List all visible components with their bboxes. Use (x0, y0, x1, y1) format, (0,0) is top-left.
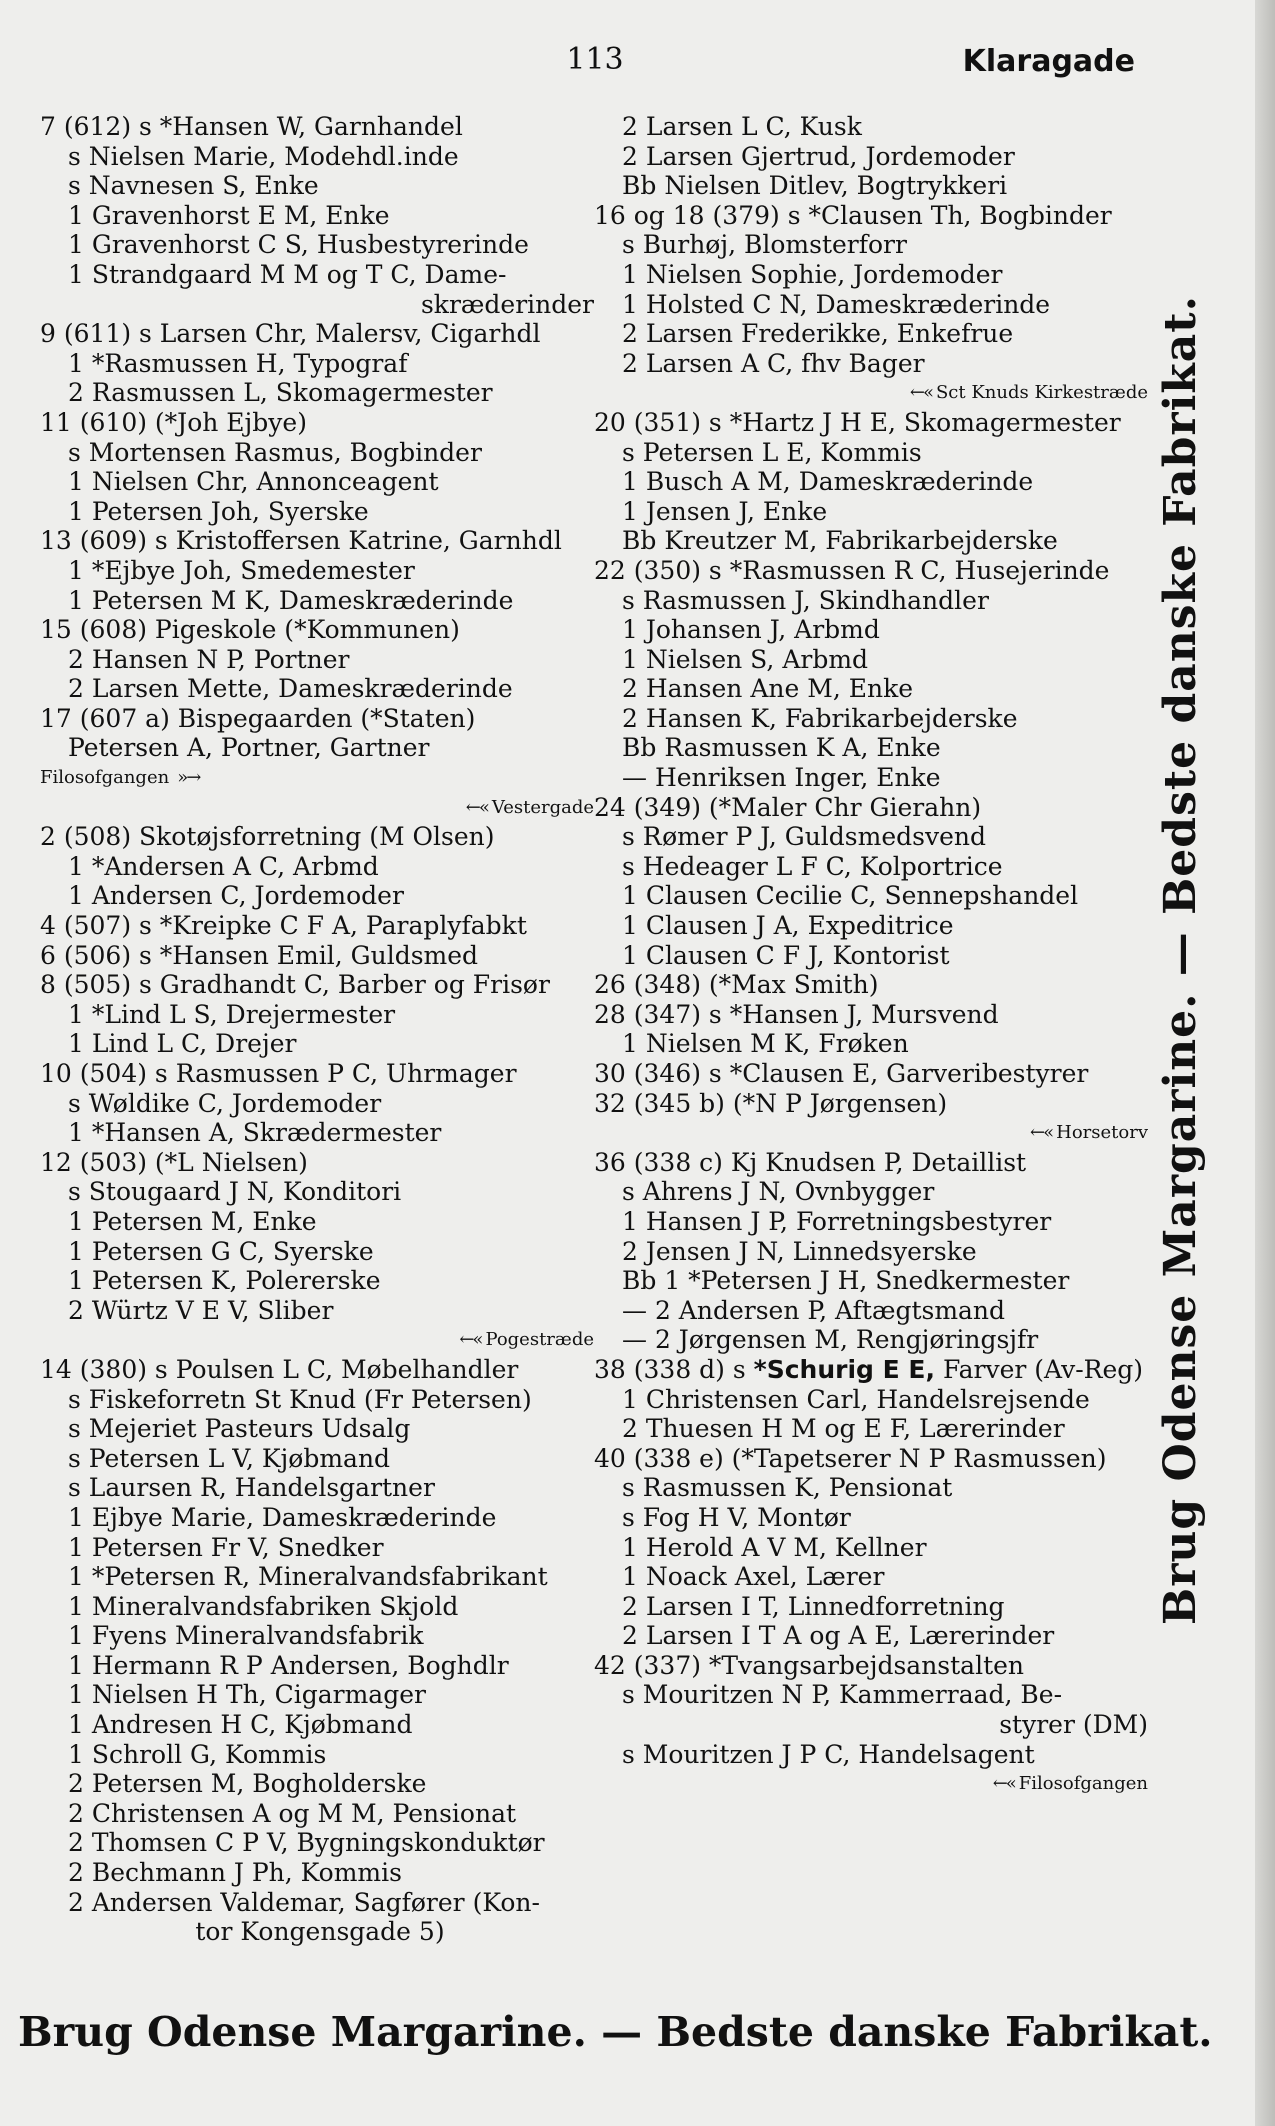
directory-entry (40, 1207, 600, 1237)
entry-text: s Mortensen Rasmus, Bogbinder (68, 437, 482, 467)
directory-entry (594, 911, 1154, 941)
directory-entry (594, 1000, 1154, 1030)
directory-entry (40, 1592, 600, 1622)
directory-entry (40, 1710, 600, 1740)
page-number: 113 (566, 42, 624, 77)
entry-text: 1 *Andersen A C, Arbmd (68, 851, 379, 881)
entry-text: s Petersen L V, Kjøbmand (68, 1443, 391, 1473)
directory-entry (40, 290, 600, 320)
entry-text: 20 (351) s *Hartz J H E, Skomagermester (594, 407, 1121, 437)
entry-text: 1 Petersen M, Enke (68, 1206, 317, 1236)
entry-text: Petersen A, Portner, Gartner (68, 733, 430, 763)
directory-entry (594, 260, 1154, 290)
entry-text: 2 Hansen Ane M, Enke (622, 674, 914, 704)
entry-text-after: Farver (Av-Reg) (935, 1354, 1144, 1384)
entry-text: s Fog H V, Montør (622, 1502, 851, 1532)
directory-entry (594, 171, 1154, 201)
entry-text: 16 og 18 (379) s *Clausen Th, Bogbinder (594, 200, 1112, 230)
entry-text: 9 (611) s Larsen Chr, Malersv, Cigarhdl (40, 319, 541, 349)
left-column (40, 112, 600, 1947)
directory-entry (594, 970, 1154, 1000)
entry-text: 2 Jensen J N, Linnedsyerske (622, 1236, 977, 1266)
entry-text: 2 Petersen M, Bogholderske (68, 1769, 427, 1799)
directory-entry (594, 438, 1154, 468)
arrow-left-icon: ←« (459, 1329, 482, 1351)
entry-text: 42 (337) *Tvangsarbejdsanstalten (594, 1650, 1025, 1680)
entry-text: 11 (610) (*Joh Ejbye) (40, 407, 307, 437)
directory-entry (594, 881, 1154, 911)
directory-entry (40, 881, 600, 911)
street-crossing (594, 378, 1154, 408)
directory-entry (40, 1059, 600, 1089)
entry-text: s Mouritzen N P, Kammerraad, Be- (622, 1680, 1063, 1710)
entry-text: 1 Lind L C, Drejer (68, 1029, 297, 1059)
street-crossing (40, 763, 600, 793)
entry-text: s Mouritzen J P C, Handelsagent (622, 1739, 1035, 1769)
entry-text: 1 Schroll G, Kommis (68, 1739, 327, 1769)
entry-text: 1 Gravenhorst E M, Enke (68, 200, 390, 230)
arrow-left-icon: ←« (1030, 1122, 1053, 1144)
entry-text: 1 Herold A V M, Kellner (622, 1532, 927, 1562)
entry-text: 1 Nielsen M K, Frøken (622, 1029, 909, 1059)
arrow-left-icon: ←« (465, 796, 488, 818)
entry-text: Bb Rasmussen K A, Enke (622, 733, 941, 763)
directory-entry (40, 378, 600, 408)
directory-entry (594, 112, 1154, 142)
arrow-left-icon: ←« (909, 382, 932, 404)
directory-entry (594, 852, 1154, 882)
directory-entry (594, 1473, 1154, 1503)
entry-text: 1 Petersen M K, Dameskræderinde (68, 585, 514, 615)
entry-text: s Navnesen S, Enke (68, 171, 319, 201)
entry-text: 28 (347) s *Hansen J, Mursvend (594, 999, 999, 1029)
entry-text: 2 Larsen I T A og A E, Lærerinder (622, 1621, 1055, 1651)
directory-entry (594, 467, 1154, 497)
entry-text: 2 Andersen Valdemar, Sagfører (Kon- (68, 1887, 540, 1917)
directory-entry (40, 1917, 600, 1947)
entry-text: 38 (338 d) s (594, 1354, 754, 1384)
directory-entry (594, 1680, 1154, 1710)
directory-entry (594, 1414, 1154, 1444)
directory-entry (40, 1296, 600, 1326)
directory-entry (594, 1237, 1154, 1267)
directory-entry (40, 1089, 600, 1119)
entry-text: s Mejeriet Pasteurs Udsalg (68, 1414, 411, 1444)
entry-text: 4 (507) s *Kreipke C F A, Paraplyfabkt (40, 911, 527, 941)
entry-text: 17 (607 a) Bispegaarden (*Staten) (40, 703, 476, 733)
directory-entry (594, 1177, 1154, 1207)
directory-entry (40, 349, 600, 379)
street-crossing (40, 793, 600, 823)
directory-entry (594, 1710, 1154, 1740)
entry-text: 30 (346) s *Clausen E, Garveribestyrer (594, 1059, 1089, 1088)
entry-text: 2 (508) Skotøjsforretning (M Olsen) (40, 822, 495, 852)
entry-text: 2 Bechmann J Ph, Kommis (68, 1858, 402, 1888)
entry-text: 2 Hansen K, Fabrikarbejderske (622, 703, 1018, 733)
directory-entry (594, 290, 1154, 320)
entry-text: 40 (338 e) (*Tapetserer N P Rasmussen) (594, 1443, 1107, 1473)
entry-text: 1 Nielsen H Th, Cigarmager (68, 1680, 426, 1710)
entry-text: 36 (338 c) Kj Knudsen P, Detaillist (594, 1147, 1027, 1177)
entry-text: 1 Christensen Carl, Handelsrejsende (622, 1384, 1090, 1414)
entry-text: s Nielsen Marie, Modehdl.inde (68, 141, 459, 171)
entry-text: Pogestræde (485, 1329, 594, 1351)
entry-text: 1 Hermann R P Andersen, Boghdlr (68, 1650, 509, 1680)
entry-text: 1 Strandgaard M M og T C, Dame- (68, 259, 507, 289)
arrow-left-icon: ←« (992, 1773, 1015, 1795)
directory-entry (40, 230, 600, 260)
entry-text: s Hedeager L F C, Kolportrice (622, 851, 1003, 881)
entry-text: 1 Hansen J P, Forretningsbestyrer (622, 1206, 1052, 1236)
directory-entry (40, 171, 600, 201)
bottom-advertisement: Brug Odense Margarine. — Bedste danske Fabrikat. (18, 2008, 1213, 2056)
entry-text: Bb 1 *Petersen J H, Snedkermester (622, 1266, 1070, 1296)
directory-entry (40, 911, 600, 941)
entry-text: Bb Nielsen Ditlev, Bogtrykkeri (622, 171, 1008, 201)
directory-entry (594, 1355, 1154, 1385)
entry-text: tor Kongensgade 5) (195, 1917, 445, 1947)
directory-entry (594, 1148, 1154, 1178)
entry-text: 1 *Rasmussen H, Typograf (68, 348, 408, 378)
directory-entry (40, 1680, 600, 1710)
directory-entry (594, 1533, 1154, 1563)
directory-entry (594, 1325, 1154, 1355)
directory-entry (594, 408, 1154, 438)
entry-text: 1 Nielsen Sophie, Jordemoder (622, 259, 1003, 289)
entry-text: 1 Clausen J A, Expeditrice (622, 911, 954, 941)
directory-entry (40, 733, 600, 763)
entry-text: 12 (503) (*L Nielsen) (40, 1147, 308, 1177)
directory-entry (40, 1769, 600, 1799)
directory-entry (40, 260, 600, 290)
street-crossing (40, 1325, 600, 1355)
entry-text: 1 Jensen J, Enke (622, 496, 828, 526)
directory-entry (40, 467, 600, 497)
directory-entry (40, 201, 600, 231)
entry-text: — Henriksen Inger, Enke (622, 763, 941, 793)
directory-entry (40, 1414, 600, 1444)
directory-entry (594, 1296, 1154, 1326)
arrow-right-icon: »→ (177, 767, 200, 789)
directory-entry (594, 941, 1154, 971)
entry-text: styrer (DM) (999, 1710, 1148, 1740)
entry-text: 2 Rasmussen L, Skomagermester (68, 378, 493, 408)
directory-entry (594, 1651, 1154, 1681)
entry-text: s Wøldike C, Jordemoder (68, 1088, 382, 1118)
directory-entry (594, 1503, 1154, 1533)
entry-text: s Fiskeforretn St Knud (Fr Petersen) (68, 1384, 532, 1414)
directory-entry (594, 1621, 1154, 1651)
entry-text: 1 Petersen G C, Syerske (68, 1236, 374, 1266)
entry-text: 2 Würtz V E V, Sliber (68, 1295, 334, 1325)
directory-entry (594, 1207, 1154, 1237)
directory-entry (40, 1740, 600, 1770)
directory-entry (40, 1266, 600, 1296)
directory-entry (594, 1444, 1154, 1474)
entry-text: s Rasmussen K, Pensionat (622, 1473, 953, 1503)
directory-entry (40, 1858, 600, 1888)
entry-text: 1 Petersen Joh, Syerske (68, 496, 369, 526)
directory-entry (594, 586, 1154, 616)
directory-entry (40, 1473, 600, 1503)
directory-entry (594, 1089, 1154, 1119)
entry-text: Horsetorv (1056, 1122, 1148, 1144)
entry-text: 1 *Ejbye Joh, Smedemester (68, 555, 415, 585)
side-advertisement: Brug Odense Margarine. — Bedste danske Fabrikat. (1155, 295, 1206, 1625)
directory-entry (40, 438, 600, 468)
entry-text: 1 Fyens Mineralvandsfabrik (68, 1621, 424, 1651)
entry-text: s Rasmussen J, Skindhandler (622, 585, 989, 615)
directory-entry (594, 142, 1154, 172)
directory-entry (40, 1651, 600, 1681)
directory-entry (594, 349, 1154, 379)
directory-entry (594, 793, 1154, 823)
directory-entry (40, 1148, 600, 1178)
entry-text: 1 Mineralvandsfabriken Skjold (68, 1591, 459, 1621)
directory-entry (594, 674, 1154, 704)
directory-entry (40, 1503, 600, 1533)
directory-entry (40, 319, 600, 349)
directory-entry (40, 941, 600, 971)
directory-entry (40, 674, 600, 704)
entry-text: 1 *Hansen A, Skrædermester (68, 1118, 442, 1148)
entry-text: 1 Ejbye Marie, Dameskræderinde (68, 1502, 497, 1532)
entry-text: 2 Larsen Frederikke, Enkefrue (622, 319, 1014, 349)
entry-text: 1 Andresen H C, Kjøbmand (68, 1710, 413, 1740)
entry-text: 1 Andersen C, Jordemoder (68, 881, 404, 911)
entry-text: 1 *Lind L S, Drejermester (68, 999, 396, 1029)
directory-entry (40, 1444, 600, 1474)
directory-entry (594, 230, 1154, 260)
directory-entry (594, 1059, 1154, 1089)
directory-entry (40, 1118, 600, 1148)
directory-entry (40, 1621, 600, 1651)
directory-entry (40, 1385, 600, 1415)
entry-text: 2 Hansen N P, Portner (68, 644, 350, 674)
directory-entry (594, 1562, 1154, 1592)
directory-entry (40, 1177, 600, 1207)
directory-entry (40, 1828, 600, 1858)
entry-text: 1 Petersen K, Polererske (68, 1266, 381, 1296)
entry-text: 26 (348) (*Max Smith) (594, 970, 879, 1000)
directory-entry (40, 615, 600, 645)
street-crossing (594, 1769, 1154, 1799)
entry-text: 1 Petersen Fr V, Snedker (68, 1532, 384, 1562)
entry-text: 32 (345 b) (*N P Jørgensen) (594, 1088, 948, 1118)
directory-entry (40, 1888, 600, 1918)
directory-entry (40, 586, 600, 616)
entry-text: 13 (609) s Kristoffersen Katrine, Garnhdl (40, 526, 562, 556)
entry-text: 1 Clausen C F J, Kontorist (622, 940, 950, 970)
directory-entry (40, 1000, 600, 1030)
directory-entry (594, 704, 1154, 734)
directory-entry (594, 1385, 1154, 1415)
directory-entry (40, 1533, 600, 1563)
entry-text: 1 Johansen J, Arbmd (622, 615, 880, 645)
entry-text: 1 Gravenhorst C S, Husbestyrerinde (68, 230, 529, 260)
entry-text: skræderinder (420, 289, 594, 319)
directory-entry (594, 497, 1154, 527)
entry-text: s Petersen L E, Kommis (622, 437, 922, 467)
directory-entry (40, 1237, 600, 1267)
entry-text: 1 Holsted C N, Dameskræderinde (622, 289, 1051, 319)
entry-text: 24 (349) (*Maler Chr Gierahn) (594, 792, 982, 822)
entry-text: 1 Busch A M, Dameskræderinde (622, 467, 1034, 497)
entry-text: 1 Nielsen Chr, Annonceagent (68, 467, 439, 497)
entry-text: 2 Larsen L C, Kusk (622, 112, 862, 141)
entry-text: 2 Larsen I T, Linnedforretning (622, 1591, 1005, 1621)
directory-entry (40, 645, 600, 675)
entry-text: 1 Noack Axel, Lærer (622, 1562, 885, 1592)
entry-text: 8 (505) s Gradhandt C, Barber og Frisør (40, 970, 550, 1000)
entry-text: 6 (506) s *Hansen Emil, Guldsmed (40, 940, 479, 970)
entry-text: 2 Thomsen C P V, Bygningskonduktør (68, 1828, 545, 1858)
entry-text: 2 Larsen Gjertrud, Jordemoder (622, 141, 1015, 171)
entry-text: 10 (504) s Rasmussen P C, Uhrmager (40, 1059, 517, 1088)
directory-entry (594, 1592, 1154, 1622)
directory-entry (40, 822, 600, 852)
directory-entry (594, 319, 1154, 349)
street-crossing (594, 1118, 1154, 1148)
entry-text: 2 Larsen A C, fhv Bager (622, 348, 925, 378)
right-column (594, 112, 1154, 1799)
entry-text: 2 Thuesen H M og E F, Lærerinder (622, 1414, 1065, 1444)
directory-entry (40, 112, 600, 142)
directory-entry (594, 763, 1154, 793)
entry-text: 1 Clausen Cecilie C, Sennepshandel (622, 881, 1079, 911)
directory-entry (40, 556, 600, 586)
entry-text: Sct Knuds Kirkestræde (935, 382, 1148, 404)
directory-entry (40, 852, 600, 882)
directory-entry (594, 526, 1154, 556)
entry-text: Vestergade (491, 796, 594, 818)
entry-text: Filosofgangen (40, 767, 170, 789)
directory-entry (594, 645, 1154, 675)
entry-text: 1 *Petersen R, Mineralvandsfabrikant (68, 1562, 548, 1592)
entry-text: s Ahrens J N, Ovnbygger (622, 1177, 935, 1207)
entry-text: — 2 Jørgensen M, Rengjøringsjfr (622, 1325, 1039, 1355)
directory-entry (40, 408, 600, 438)
street-heading: Klaragade (962, 44, 1135, 79)
directory-entry (594, 733, 1154, 763)
page-edge (1255, 0, 1275, 2126)
directory-entry (594, 822, 1154, 852)
entry-bold-name: *Schurig E E, (753, 1354, 936, 1384)
directory-entry (594, 201, 1154, 231)
entry-text: s Rømer P J, Guldsmedsvend (622, 822, 986, 852)
directory-entry (40, 1029, 600, 1059)
directory-entry (40, 497, 600, 527)
directory-entry (40, 1355, 600, 1385)
entry-text: 22 (350) s *Rasmussen R C, Husejerinde (594, 555, 1110, 585)
directory-entry (40, 526, 600, 556)
directory-entry (594, 1029, 1154, 1059)
entry-text: Filosofgangen (1018, 1773, 1148, 1795)
directory-entry (40, 1562, 600, 1592)
directory-entry (40, 704, 600, 734)
directory-entry (594, 1740, 1154, 1770)
directory-entry (40, 142, 600, 172)
entry-text: 2 Larsen Mette, Dameskræderinde (68, 674, 513, 704)
entry-text: s Stougaard J N, Konditori (68, 1177, 402, 1207)
entry-text: 15 (608) Pigeskole (*Kommunen) (40, 615, 460, 645)
entry-text: 1 Nielsen S, Arbmd (622, 644, 869, 674)
entry-text: 14 (380) s Poulsen L C, Møbelhandler (40, 1354, 519, 1384)
entry-text: s Burhøj, Blomsterforr (622, 230, 907, 260)
entry-text: — 2 Andersen P, Aftægtsmand (622, 1295, 1006, 1325)
directory-entry (594, 615, 1154, 645)
directory-entry (594, 1266, 1154, 1296)
entry-text: s Laursen R, Handelsgartner (68, 1473, 435, 1503)
directory-entry (40, 970, 600, 1000)
entry-text: 2 Christensen A og M M, Pensionat (68, 1798, 517, 1828)
entry-text: 7 (612) s *Hansen W, Garnhandel (40, 112, 463, 141)
directory-entry (40, 1799, 600, 1829)
directory-entry (594, 556, 1154, 586)
entry-text: Bb Kreutzer M, Fabrikarbejderske (622, 526, 1058, 556)
